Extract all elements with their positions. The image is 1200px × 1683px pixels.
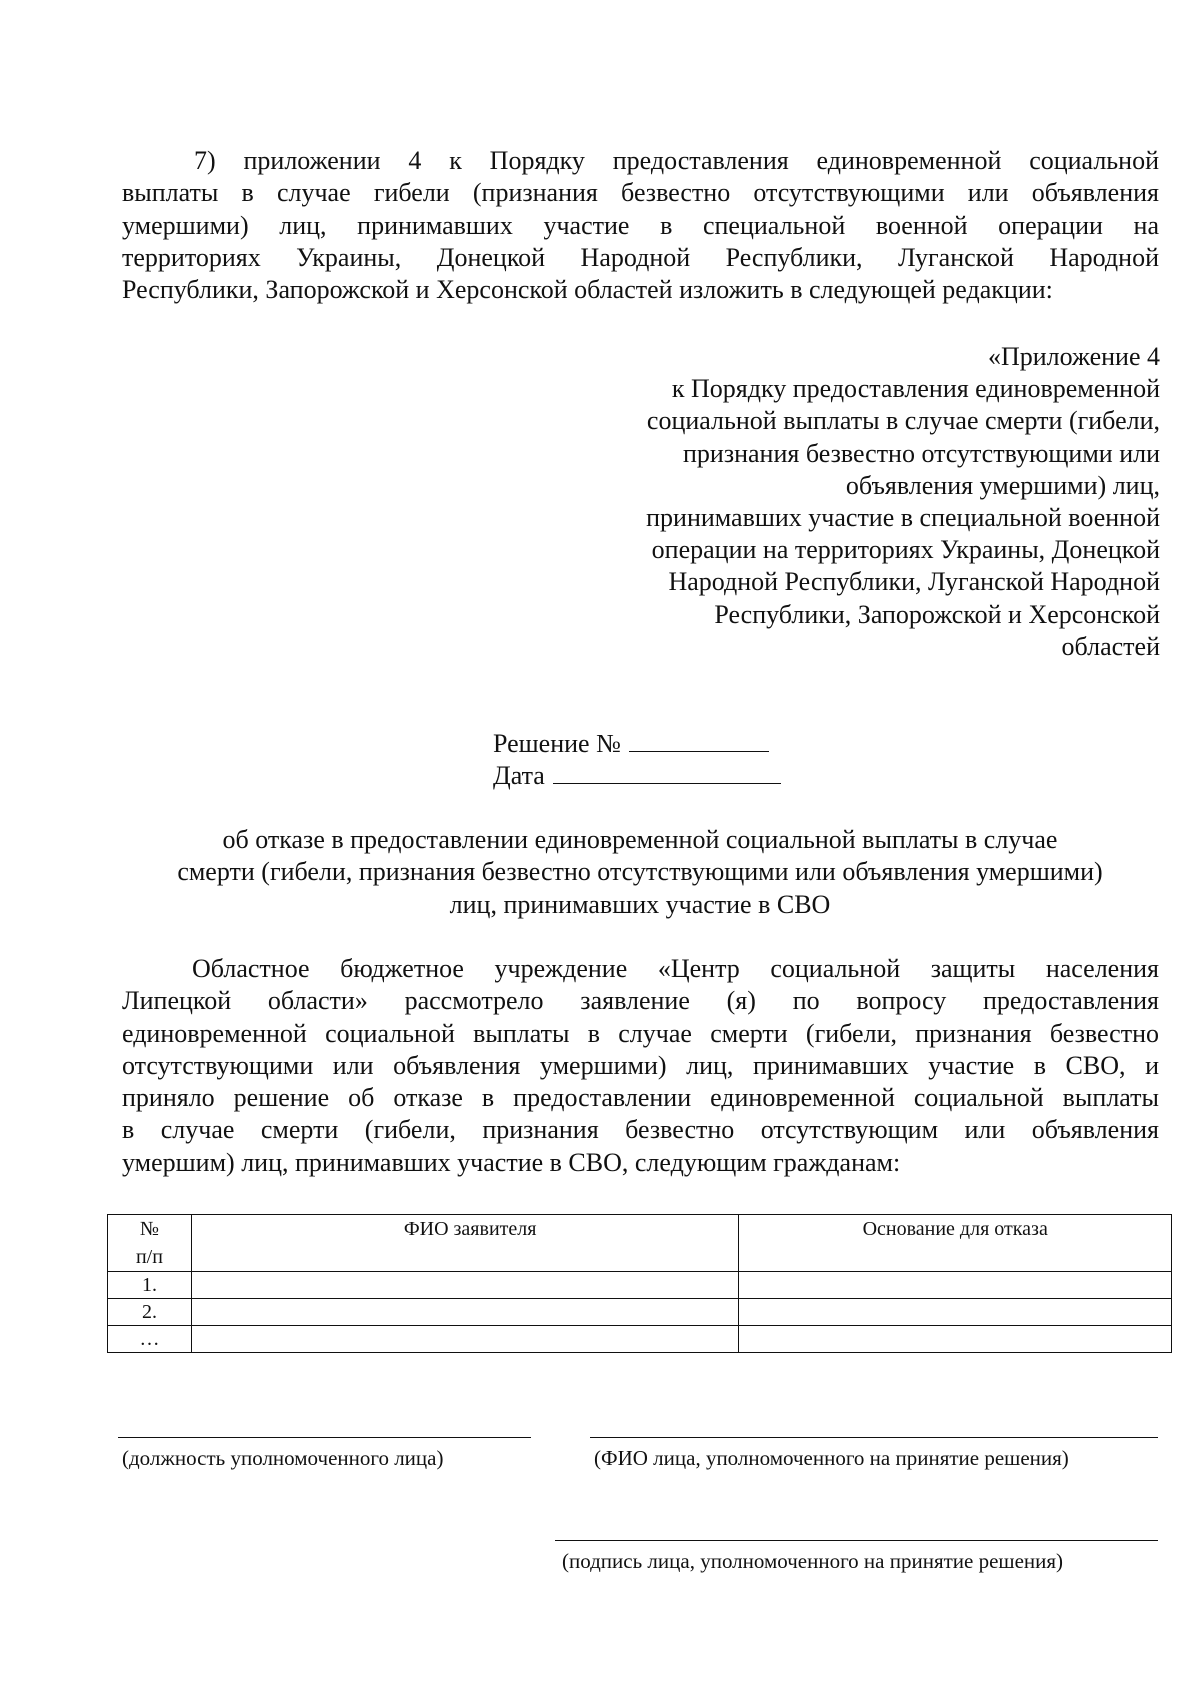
subject-line: лиц, принимавших участие в СВО — [449, 889, 831, 919]
body-line: единовременной социальной выплаты в случае смерти (гибели, признания безвестно — [122, 1018, 1159, 1048]
cell-applicant-name[interactable] — [191, 1299, 738, 1326]
subject-line: смерти (гибели, признания безвестно отсутствующими или объявления умершими) — [177, 857, 1103, 887]
appendix-line: принимавших участие в специальной военной — [646, 503, 1160, 533]
body-line: в случае смерти (гибели, признания безвестно отсутствующим или объявления — [122, 1115, 1159, 1145]
table-row — [108, 1272, 1172, 1299]
appendix-header — [460, 341, 1160, 663]
intro-line: умершими) лиц, принимавших участие в специальной военной операции на — [122, 210, 1159, 240]
refusal-table — [107, 1214, 1172, 1353]
decision-date-field[interactable] — [553, 761, 781, 784]
appendix-line: признания безвестно отсутствующими или — [682, 438, 1160, 468]
name-signature-line[interactable] — [590, 1437, 1158, 1438]
appendix-line: Народной Республики, Луганской Народной — [668, 567, 1160, 597]
intro-line: Республики, Запорожской и Херсонской областей изложить в следующей редакции: — [122, 275, 1053, 305]
table-row — [108, 1326, 1172, 1353]
cell-applicant-name[interactable] — [191, 1326, 738, 1353]
intro-line: территориях Украины, Донецкой Народной Республики, Луганской Народной — [122, 242, 1159, 272]
position-signature-line[interactable] — [118, 1437, 531, 1438]
appendix-line: к Порядку предоставления единовременной — [671, 374, 1160, 404]
body-line: отсутствующими или объявления умершими) лиц, принимавших участие в СВО, и — [122, 1050, 1159, 1080]
position-caption: (должность уполномоченного лица) — [122, 1446, 444, 1470]
name-caption: (ФИО лица, уполномоченного на принятие решения) — [594, 1446, 1069, 1470]
cell-applicant-name[interactable] — [191, 1272, 738, 1299]
appendix-line: «Приложение 4 — [987, 342, 1160, 371]
signature-caption: (подпись лица, уполномоченного на принятие решения) — [562, 1549, 1064, 1573]
appendix-line: социальной выплаты в случае смерти (гибели, — [646, 406, 1160, 436]
appendix-line: областей — [1061, 631, 1160, 661]
table-row — [108, 1299, 1172, 1326]
header-number-line: п/п — [135, 1246, 163, 1268]
decision-date-label: Дата — [493, 761, 545, 790]
decision-subject — [100, 824, 1180, 921]
subject-line: об отказе в предоставлении единовременной социальной выплаты в случае — [222, 825, 1058, 854]
table-header-row — [108, 1215, 1172, 1272]
decision-number-row — [493, 728, 781, 760]
body-line: Областное бюджетное учреждение «Центр социальной защиты населения — [192, 954, 1159, 983]
header-applicant-name: ФИО заявителя — [191, 1215, 738, 1272]
cell-refusal-reason[interactable] — [739, 1272, 1172, 1299]
decision-block — [493, 728, 781, 792]
intro-line: 7) приложении 4 к Порядку предоставления единовременной социальной — [194, 146, 1159, 175]
cell-number: 1. — [108, 1272, 192, 1299]
header-number — [108, 1215, 192, 1272]
cell-number: 2. — [108, 1299, 192, 1326]
decision-number-label: Решение № — [493, 729, 621, 758]
body-line: умершим) лиц, принимавших участие в СВО, следующим гражданам: — [122, 1147, 901, 1177]
body-line: Липецкой области» рассмотрело заявление (я) по вопросу предоставления — [122, 986, 1159, 1016]
cell-refusal-reason[interactable] — [739, 1299, 1172, 1326]
appendix-line: Республики, Запорожской и Херсонской — [714, 599, 1160, 629]
body-line: приняло решение об отказе в предоставлении единовременной социальной выплаты — [122, 1083, 1159, 1113]
cell-number: … — [108, 1326, 192, 1353]
decision-number-field[interactable] — [629, 729, 769, 752]
appendix-line: операции на территориях Украины, Донецкой — [651, 535, 1160, 565]
body-paragraph — [122, 953, 1159, 1179]
header-refusal-reason: Основание для отказа — [739, 1215, 1172, 1272]
intro-line: выплаты в случае гибели (признания безвестно отсутствующими или объявления — [122, 178, 1159, 208]
decision-date-row — [493, 760, 781, 792]
header-number-line: № — [139, 1218, 159, 1240]
appendix-line: объявления умершими) лиц, — [845, 470, 1160, 500]
intro-paragraph — [122, 145, 1159, 306]
signature-line[interactable] — [555, 1540, 1158, 1541]
cell-refusal-reason[interactable] — [739, 1326, 1172, 1353]
